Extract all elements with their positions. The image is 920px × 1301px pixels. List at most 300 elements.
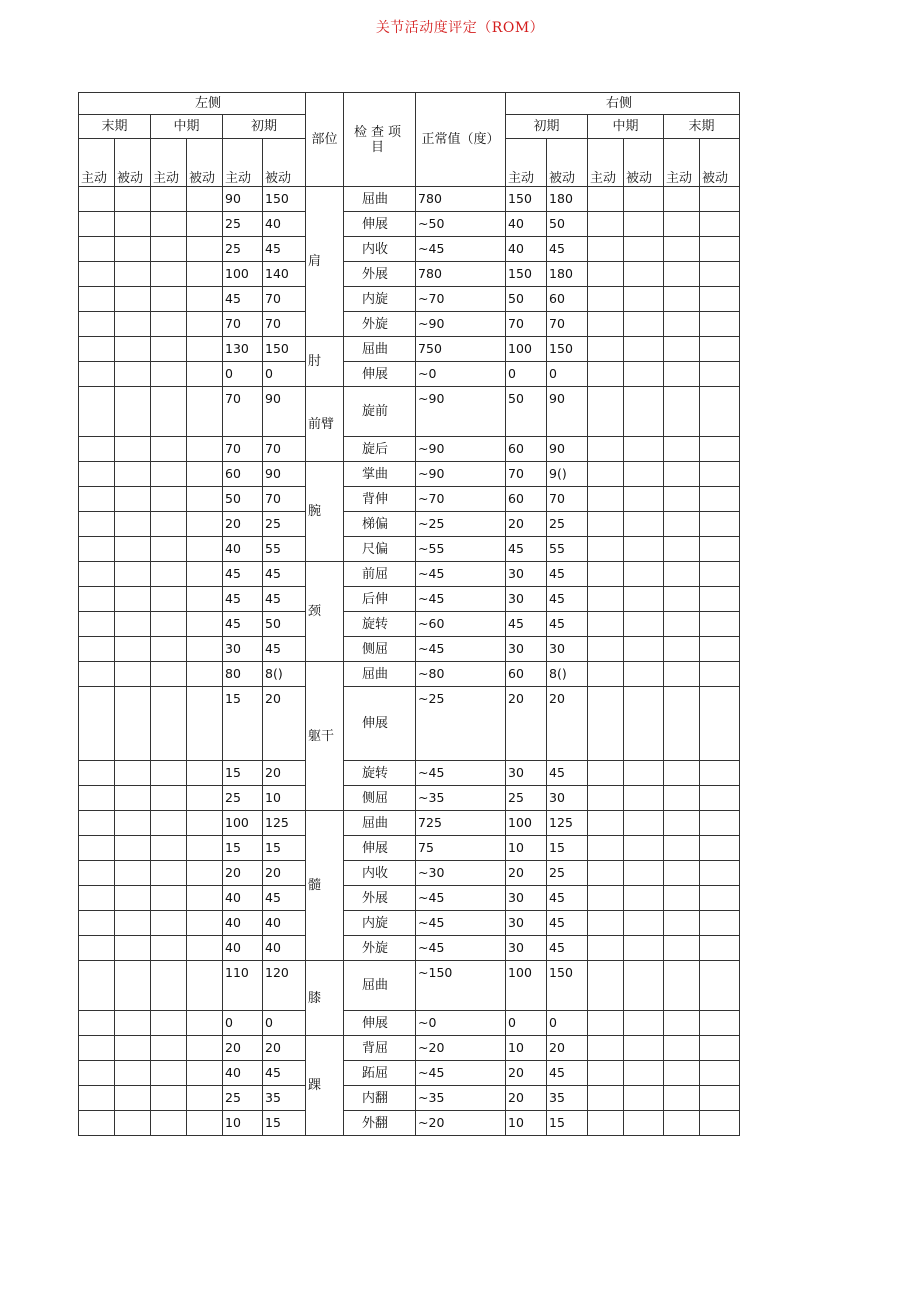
empty-cell: [700, 262, 740, 287]
item-cell: 外展: [344, 886, 416, 911]
empty-cell: [115, 562, 151, 587]
item-cell: 旋转: [344, 612, 416, 637]
empty-cell: [624, 637, 664, 662]
normal-cell: ~25: [416, 512, 506, 537]
empty-cell: [588, 687, 624, 761]
empty-cell: [115, 287, 151, 312]
left-initial-passive: 50: [263, 612, 306, 637]
right-initial-passive: 45: [547, 911, 588, 936]
empty-cell: [151, 312, 187, 337]
passive-header: 被动: [700, 139, 740, 187]
empty-cell: [79, 637, 115, 662]
empty-cell: [151, 487, 187, 512]
normal-cell: ~45: [416, 911, 506, 936]
empty-cell: [624, 836, 664, 861]
empty-cell: [79, 1011, 115, 1036]
empty-cell: [588, 612, 624, 637]
table-row: [79, 212, 740, 237]
empty-cell: [79, 786, 115, 811]
right-initial-active: 30: [506, 936, 547, 961]
empty-cell: [187, 262, 223, 287]
normal-cell: 750: [416, 337, 506, 362]
empty-cell: [151, 861, 187, 886]
empty-cell: [624, 662, 664, 687]
empty-cell: [187, 786, 223, 811]
empty-cell: [115, 911, 151, 936]
right-initial-passive: 9(): [547, 462, 588, 487]
empty-cell: [151, 786, 187, 811]
empty-cell: [700, 612, 740, 637]
right-initial-passive: 25: [547, 861, 588, 886]
empty-cell: [588, 562, 624, 587]
left-initial-passive: 0: [263, 1011, 306, 1036]
empty-cell: [115, 612, 151, 637]
right-side-header: 右侧: [506, 93, 740, 115]
left-initial-active: 0: [223, 1011, 263, 1036]
empty-cell: [151, 1086, 187, 1111]
active-header: 主动: [223, 139, 263, 187]
left-initial-passive: 45: [263, 237, 306, 262]
item-cell: 旋转: [344, 761, 416, 786]
normal-cell: ~0: [416, 1011, 506, 1036]
empty-cell: [700, 1036, 740, 1061]
empty-cell: [588, 936, 624, 961]
empty-cell: [664, 1011, 700, 1036]
empty-cell: [624, 861, 664, 886]
empty-cell: [187, 886, 223, 911]
empty-cell: [700, 1061, 740, 1086]
active-header: 主动: [79, 139, 115, 187]
period-header-right: 中期: [588, 115, 664, 139]
empty-cell: [115, 437, 151, 462]
item-cell: 屈曲: [344, 811, 416, 836]
passive-header: 被动: [624, 139, 664, 187]
empty-cell: [151, 512, 187, 537]
table-row: [79, 936, 740, 961]
empty-cell: [115, 387, 151, 437]
empty-cell: [151, 462, 187, 487]
empty-cell: [700, 886, 740, 911]
item-cell: 内收: [344, 237, 416, 262]
empty-cell: [151, 1061, 187, 1086]
empty-cell: [624, 612, 664, 637]
left-initial-passive: 15: [263, 1111, 306, 1136]
empty-cell: [588, 262, 624, 287]
left-initial-passive: 40: [263, 212, 306, 237]
empty-cell: [79, 836, 115, 861]
left-initial-passive: 90: [263, 462, 306, 487]
right-initial-active: 50: [506, 387, 547, 437]
normal-cell: ~20: [416, 1111, 506, 1136]
empty-cell: [187, 487, 223, 512]
item-cell: 背伸: [344, 487, 416, 512]
left-initial-passive: 70: [263, 487, 306, 512]
empty-cell: [664, 1111, 700, 1136]
empty-cell: [187, 312, 223, 337]
empty-cell: [664, 562, 700, 587]
normal-cell: ~90: [416, 462, 506, 487]
empty-cell: [187, 761, 223, 786]
empty-cell: [588, 437, 624, 462]
empty-cell: [588, 836, 624, 861]
empty-cell: [187, 587, 223, 612]
right-initial-active: 40: [506, 212, 547, 237]
empty-cell: [664, 637, 700, 662]
empty-cell: [115, 886, 151, 911]
period-header-left: 中期: [151, 115, 223, 139]
left-initial-passive: 35: [263, 1086, 306, 1111]
empty-cell: [187, 637, 223, 662]
empty-cell: [79, 287, 115, 312]
table-row: [79, 337, 740, 362]
table-row: [79, 287, 740, 312]
empty-cell: [115, 362, 151, 387]
empty-cell: [664, 262, 700, 287]
empty-cell: [115, 662, 151, 687]
right-initial-passive: 45: [547, 886, 588, 911]
empty-cell: [79, 362, 115, 387]
empty-cell: [151, 212, 187, 237]
empty-cell: [588, 911, 624, 936]
table-row: [79, 1111, 740, 1136]
empty-cell: [115, 1086, 151, 1111]
right-initial-passive: 20: [547, 1036, 588, 1061]
left-initial-active: 25: [223, 237, 263, 262]
empty-cell: [151, 662, 187, 687]
normal-cell: 780: [416, 262, 506, 287]
empty-cell: [664, 587, 700, 612]
empty-cell: [151, 337, 187, 362]
item-cell: 梯偏: [344, 512, 416, 537]
left-initial-passive: 20: [263, 1036, 306, 1061]
left-initial-passive: 150: [263, 187, 306, 212]
item-cell: 旋前: [344, 387, 416, 437]
right-initial-passive: 0: [547, 362, 588, 387]
left-initial-active: 25: [223, 212, 263, 237]
empty-cell: [700, 362, 740, 387]
normal-cell: 780: [416, 187, 506, 212]
empty-cell: [624, 312, 664, 337]
item-cell: 屈曲: [344, 337, 416, 362]
empty-cell: [79, 312, 115, 337]
right-initial-active: 20: [506, 687, 547, 761]
empty-cell: [151, 612, 187, 637]
table-row: [79, 462, 740, 487]
active-header: 主动: [664, 139, 700, 187]
item-cell: 内翻: [344, 1086, 416, 1111]
empty-cell: [588, 637, 624, 662]
empty-cell: [664, 512, 700, 537]
empty-cell: [588, 537, 624, 562]
table-row: [79, 761, 740, 786]
left-initial-active: 20: [223, 861, 263, 886]
left-initial-passive: 70: [263, 437, 306, 462]
table-row: [79, 537, 740, 562]
empty-cell: [700, 687, 740, 761]
empty-cell: [115, 187, 151, 212]
active-header: 主动: [588, 139, 624, 187]
normal-cell: ~45: [416, 761, 506, 786]
left-initial-active: 20: [223, 1036, 263, 1061]
part-cell: 颈: [306, 562, 344, 662]
left-initial-active: 45: [223, 612, 263, 637]
empty-cell: [151, 262, 187, 287]
part-cell: 踝: [306, 1036, 344, 1136]
empty-cell: [151, 537, 187, 562]
normal-cell: ~0: [416, 362, 506, 387]
left-initial-active: 130: [223, 337, 263, 362]
empty-cell: [624, 936, 664, 961]
empty-cell: [624, 462, 664, 487]
empty-cell: [588, 861, 624, 886]
table-row: [79, 487, 740, 512]
empty-cell: [115, 1111, 151, 1136]
item-cell: 前屈: [344, 562, 416, 587]
item-cell: 外展: [344, 262, 416, 287]
empty-cell: [115, 961, 151, 1011]
empty-cell: [151, 886, 187, 911]
item-cell: 伸展: [344, 836, 416, 861]
empty-cell: [664, 911, 700, 936]
normal-cell: ~70: [416, 287, 506, 312]
empty-cell: [624, 537, 664, 562]
empty-cell: [624, 811, 664, 836]
left-initial-active: 25: [223, 786, 263, 811]
empty-cell: [700, 337, 740, 362]
empty-cell: [624, 187, 664, 212]
left-initial-active: 100: [223, 262, 263, 287]
left-initial-active: 25: [223, 1086, 263, 1111]
item-cell: 背屈: [344, 1036, 416, 1061]
empty-cell: [624, 1086, 664, 1111]
left-initial-passive: 25: [263, 512, 306, 537]
empty-cell: [700, 287, 740, 312]
table-row: [79, 262, 740, 287]
empty-cell: [700, 487, 740, 512]
left-initial-passive: 45: [263, 587, 306, 612]
empty-cell: [588, 811, 624, 836]
empty-cell: [187, 961, 223, 1011]
empty-cell: [79, 237, 115, 262]
left-initial-active: 90: [223, 187, 263, 212]
normal-cell: ~90: [416, 387, 506, 437]
normal-cell: ~45: [416, 637, 506, 662]
normal-cell: ~80: [416, 662, 506, 687]
empty-cell: [151, 961, 187, 1011]
part-cell: 肘: [306, 337, 344, 387]
right-initial-active: 150: [506, 187, 547, 212]
period-header-right: 初期: [506, 115, 588, 139]
empty-cell: [664, 212, 700, 237]
empty-cell: [700, 462, 740, 487]
empty-cell: [115, 687, 151, 761]
right-initial-passive: 150: [547, 337, 588, 362]
empty-cell: [700, 1086, 740, 1111]
left-initial-passive: 8(): [263, 662, 306, 687]
empty-cell: [187, 537, 223, 562]
empty-cell: [664, 487, 700, 512]
empty-cell: [187, 437, 223, 462]
empty-cell: [115, 936, 151, 961]
empty-cell: [588, 212, 624, 237]
empty-cell: [187, 512, 223, 537]
empty-cell: [624, 1036, 664, 1061]
empty-cell: [115, 1061, 151, 1086]
right-initial-passive: 50: [547, 212, 588, 237]
period-header-right: 末期: [664, 115, 740, 139]
right-initial-passive: 180: [547, 187, 588, 212]
right-initial-active: 30: [506, 761, 547, 786]
table-row: [79, 1061, 740, 1086]
left-initial-active: 45: [223, 287, 263, 312]
item-cell: 内旋: [344, 287, 416, 312]
empty-cell: [664, 362, 700, 387]
left-initial-active: 40: [223, 537, 263, 562]
empty-cell: [115, 212, 151, 237]
empty-cell: [664, 337, 700, 362]
empty-cell: [700, 587, 740, 612]
right-initial-active: 30: [506, 637, 547, 662]
right-initial-active: 100: [506, 961, 547, 1011]
left-initial-active: 50: [223, 487, 263, 512]
table-row: [79, 387, 740, 437]
normal-cell: ~50: [416, 212, 506, 237]
empty-cell: [79, 1086, 115, 1111]
empty-cell: [624, 437, 664, 462]
table-row: [79, 612, 740, 637]
empty-cell: [187, 337, 223, 362]
part-cell: 膝: [306, 961, 344, 1036]
normal-cell: ~55: [416, 537, 506, 562]
item-cell: 后伸: [344, 587, 416, 612]
empty-cell: [624, 911, 664, 936]
empty-cell: [79, 936, 115, 961]
empty-cell: [115, 487, 151, 512]
item-cell: 内旋: [344, 911, 416, 936]
right-initial-active: 40: [506, 237, 547, 262]
empty-cell: [187, 212, 223, 237]
left-initial-passive: 125: [263, 811, 306, 836]
empty-cell: [115, 836, 151, 861]
empty-cell: [624, 262, 664, 287]
item-cell: 外翻: [344, 1111, 416, 1136]
normal-cell: ~35: [416, 786, 506, 811]
empty-cell: [79, 212, 115, 237]
empty-cell: [115, 237, 151, 262]
left-initial-passive: 10: [263, 786, 306, 811]
left-initial-active: 60: [223, 462, 263, 487]
left-initial-active: 80: [223, 662, 263, 687]
left-initial-passive: 0: [263, 362, 306, 387]
right-initial-passive: 90: [547, 387, 588, 437]
right-initial-passive: 125: [547, 811, 588, 836]
empty-cell: [588, 312, 624, 337]
empty-cell: [588, 961, 624, 1011]
table-row: [79, 662, 740, 687]
left-initial-active: 70: [223, 437, 263, 462]
empty-cell: [115, 312, 151, 337]
empty-cell: [588, 187, 624, 212]
empty-cell: [624, 362, 664, 387]
left-initial-active: 15: [223, 687, 263, 761]
right-initial-passive: 15: [547, 1111, 588, 1136]
left-initial-passive: 20: [263, 861, 306, 886]
left-initial-active: 0: [223, 362, 263, 387]
left-initial-passive: 45: [263, 637, 306, 662]
right-initial-passive: 15: [547, 836, 588, 861]
empty-cell: [79, 911, 115, 936]
right-initial-active: 20: [506, 1086, 547, 1111]
empty-cell: [624, 237, 664, 262]
empty-cell: [624, 687, 664, 761]
left-initial-active: 40: [223, 886, 263, 911]
item-cell: 侧屈: [344, 637, 416, 662]
normal-cell: ~45: [416, 237, 506, 262]
empty-cell: [664, 936, 700, 961]
empty-cell: [700, 961, 740, 1011]
table-row: [79, 437, 740, 462]
right-initial-passive: 35: [547, 1086, 588, 1111]
empty-cell: [664, 287, 700, 312]
empty-cell: [115, 537, 151, 562]
empty-cell: [700, 537, 740, 562]
table-row: [79, 786, 740, 811]
empty-cell: [588, 462, 624, 487]
empty-cell: [151, 187, 187, 212]
normal-cell: ~90: [416, 312, 506, 337]
empty-cell: [624, 961, 664, 1011]
empty-cell: [187, 1061, 223, 1086]
empty-cell: [187, 687, 223, 761]
active-header: 主动: [151, 139, 187, 187]
item-header: 检查项目: [344, 93, 416, 187]
table-row: [79, 312, 740, 337]
empty-cell: [664, 662, 700, 687]
table-row: [79, 961, 740, 1011]
item-cell: 伸展: [344, 362, 416, 387]
empty-cell: [79, 462, 115, 487]
empty-cell: [664, 786, 700, 811]
left-initial-active: 45: [223, 562, 263, 587]
empty-cell: [700, 437, 740, 462]
empty-cell: [79, 262, 115, 287]
empty-cell: [187, 1011, 223, 1036]
empty-cell: [79, 487, 115, 512]
empty-cell: [624, 761, 664, 786]
table-row: [79, 687, 740, 761]
right-initial-passive: 45: [547, 761, 588, 786]
empty-cell: [624, 287, 664, 312]
empty-cell: [187, 861, 223, 886]
empty-cell: [588, 1086, 624, 1111]
empty-cell: [79, 537, 115, 562]
empty-cell: [187, 462, 223, 487]
table-row: [79, 512, 740, 537]
right-initial-passive: 70: [547, 487, 588, 512]
left-initial-passive: 20: [263, 687, 306, 761]
table-row: [79, 836, 740, 861]
normal-cell: ~150: [416, 961, 506, 1011]
normal-cell: ~25: [416, 687, 506, 761]
right-initial-active: 30: [506, 587, 547, 612]
left-side-header: 左侧: [79, 93, 306, 115]
right-initial-active: 0: [506, 362, 547, 387]
table-row: [79, 911, 740, 936]
empty-cell: [151, 836, 187, 861]
empty-cell: [664, 462, 700, 487]
empty-cell: [115, 1036, 151, 1061]
empty-cell: [664, 387, 700, 437]
